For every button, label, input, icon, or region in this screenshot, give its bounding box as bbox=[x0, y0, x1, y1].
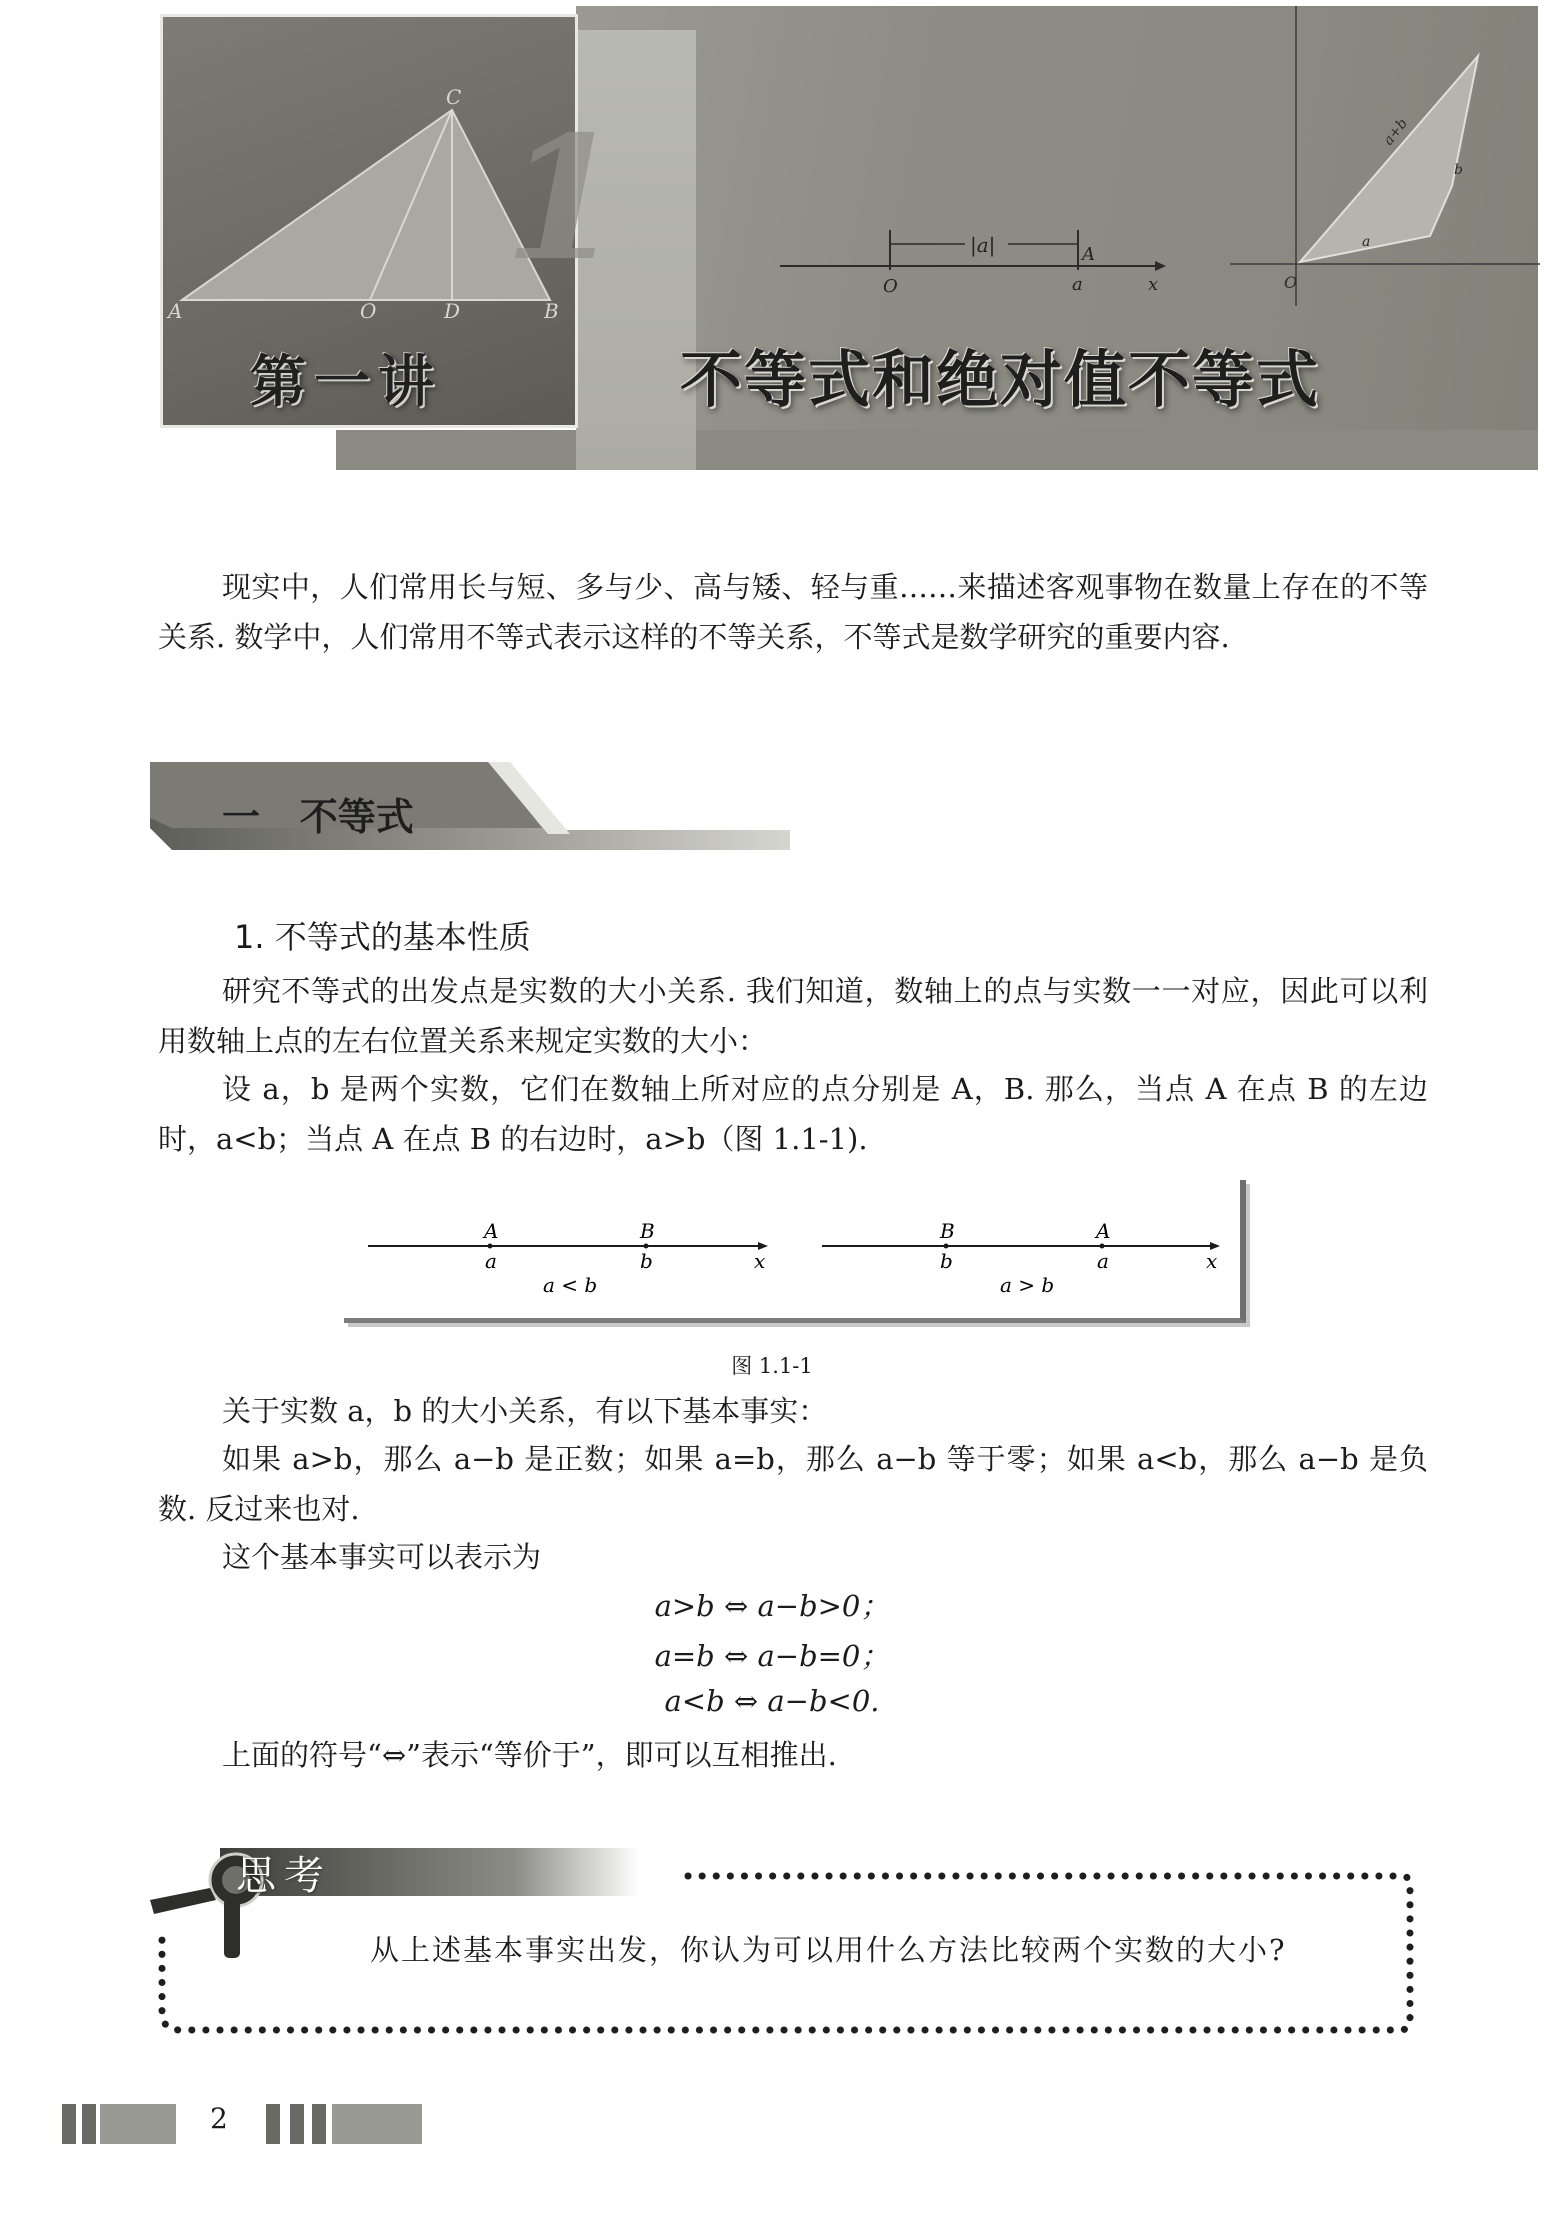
paragraph-5: 这个基本事实可以表示为 bbox=[222, 1540, 542, 1574]
paragraph-3: 关于实数 a，b 的大小关系，有以下基本事实： bbox=[222, 1394, 828, 1428]
figure-diagram bbox=[360, 1200, 1230, 1310]
footer-bar-3 bbox=[100, 2104, 176, 2144]
intro-paragraph: 现实中，人们常用长与短、多与少、高与矮、轻与重……来描述客观事物在数量上存在的不等关系. 数学中，人们常用不等式表示这样的不等关系，不等式是数学研究的重要内容. bbox=[158, 570, 1428, 654]
right-pt2-lower: a bbox=[1097, 1249, 1109, 1273]
deco-a-right: a bbox=[1362, 234, 1371, 250]
deco-ab: a+b bbox=[1380, 115, 1412, 149]
left-axis-x: x bbox=[754, 1249, 766, 1273]
deco-left-O: O bbox=[360, 299, 377, 323]
footer-bar-2 bbox=[82, 2104, 96, 2144]
left-relation: a < b bbox=[543, 1273, 598, 1297]
left-pt1-lower: a bbox=[485, 1249, 497, 1273]
deco-b: b bbox=[1454, 162, 1463, 178]
formula-eq: a=b ⇔ a−b=0； bbox=[654, 1639, 890, 1673]
figure-caption: 图 1.1-1 bbox=[731, 1354, 813, 1378]
left-pt1-upper: A bbox=[484, 1219, 499, 1243]
formula-lt: a<b ⇔ a−b<0. bbox=[664, 1684, 880, 1718]
footer-bar-4 bbox=[266, 2104, 280, 2144]
banner-number-line bbox=[760, 200, 1180, 310]
think-label: 思考 bbox=[236, 1853, 332, 1899]
think-question: 从上述基本事实出发，你认为可以用什么方法比较两个实数的大小? bbox=[370, 1933, 1287, 1967]
deco-a: a bbox=[1072, 274, 1083, 295]
chapter-title: 不等式和绝对值不等式 bbox=[680, 343, 1321, 416]
section-title-text: 不等式 bbox=[299, 794, 414, 839]
deco-left-B: B bbox=[544, 299, 559, 323]
section-number: 一 bbox=[222, 794, 261, 839]
svg-text:1: 1 bbox=[504, 99, 623, 299]
page-number: 2 bbox=[210, 2102, 228, 2135]
left-pt2-lower: b bbox=[640, 1249, 653, 1273]
deco-abs-a: |a| bbox=[970, 233, 996, 257]
left-pt2-upper: B bbox=[640, 1219, 655, 1243]
footer-bar-6 bbox=[312, 2104, 326, 2144]
deco-A: A bbox=[1082, 244, 1095, 265]
deco-left-A: A bbox=[168, 299, 183, 323]
deco-O: O bbox=[883, 276, 898, 297]
chapter-label: 第一讲 bbox=[250, 350, 442, 415]
deco-x: x bbox=[1148, 274, 1159, 295]
paragraph-2: 设 a，b 是两个实数，它们在数轴上所对应的点分别是 A，B. 那么，当点 A 在点 B 的左边时，a<b；当点 A 在点 B 的右边时，a>b（图 1.1-1). bbox=[158, 1072, 1428, 1156]
deco-left-D: D bbox=[444, 299, 461, 323]
right-axis-x: x bbox=[1206, 1249, 1218, 1273]
paragraph-4: 如果 a>b，那么 a−b 是正数；如果 a=b，那么 a−b 等于零；如果 a<b，那么 a−b 是负数. 反过来也对. bbox=[158, 1442, 1428, 1526]
right-pt1-upper: B bbox=[940, 1219, 955, 1243]
paragraph-1: 研究不等式的出发点是实数的大小关系. 我们知道，数轴上的点与实数一一对应，因此可以利用数轴上点的左右位置关系来规定实数的大小： bbox=[158, 974, 1428, 1058]
deco-left-C: C bbox=[446, 85, 462, 109]
right-pt2-upper: A bbox=[1096, 1219, 1111, 1243]
banner-vector-triangle bbox=[1230, 6, 1540, 306]
subsection-heading: 1. 不等式的基本性质 bbox=[234, 918, 531, 956]
section-title bbox=[222, 786, 414, 841]
footer-bar-5 bbox=[290, 2104, 304, 2144]
footer-bar-7 bbox=[332, 2104, 422, 2144]
banner-strip bbox=[336, 430, 1538, 470]
formula-gt: a>b ⇔ a−b>0； bbox=[654, 1589, 890, 1623]
right-relation: a > b bbox=[1000, 1273, 1055, 1297]
deco-O-right: O bbox=[1284, 273, 1298, 292]
footer-bar-1 bbox=[62, 2104, 76, 2144]
right-pt1-lower: b bbox=[940, 1249, 953, 1273]
paragraph-6: 上面的符号“⇔”表示“等价于”，即可以互相推出. bbox=[222, 1738, 837, 1772]
